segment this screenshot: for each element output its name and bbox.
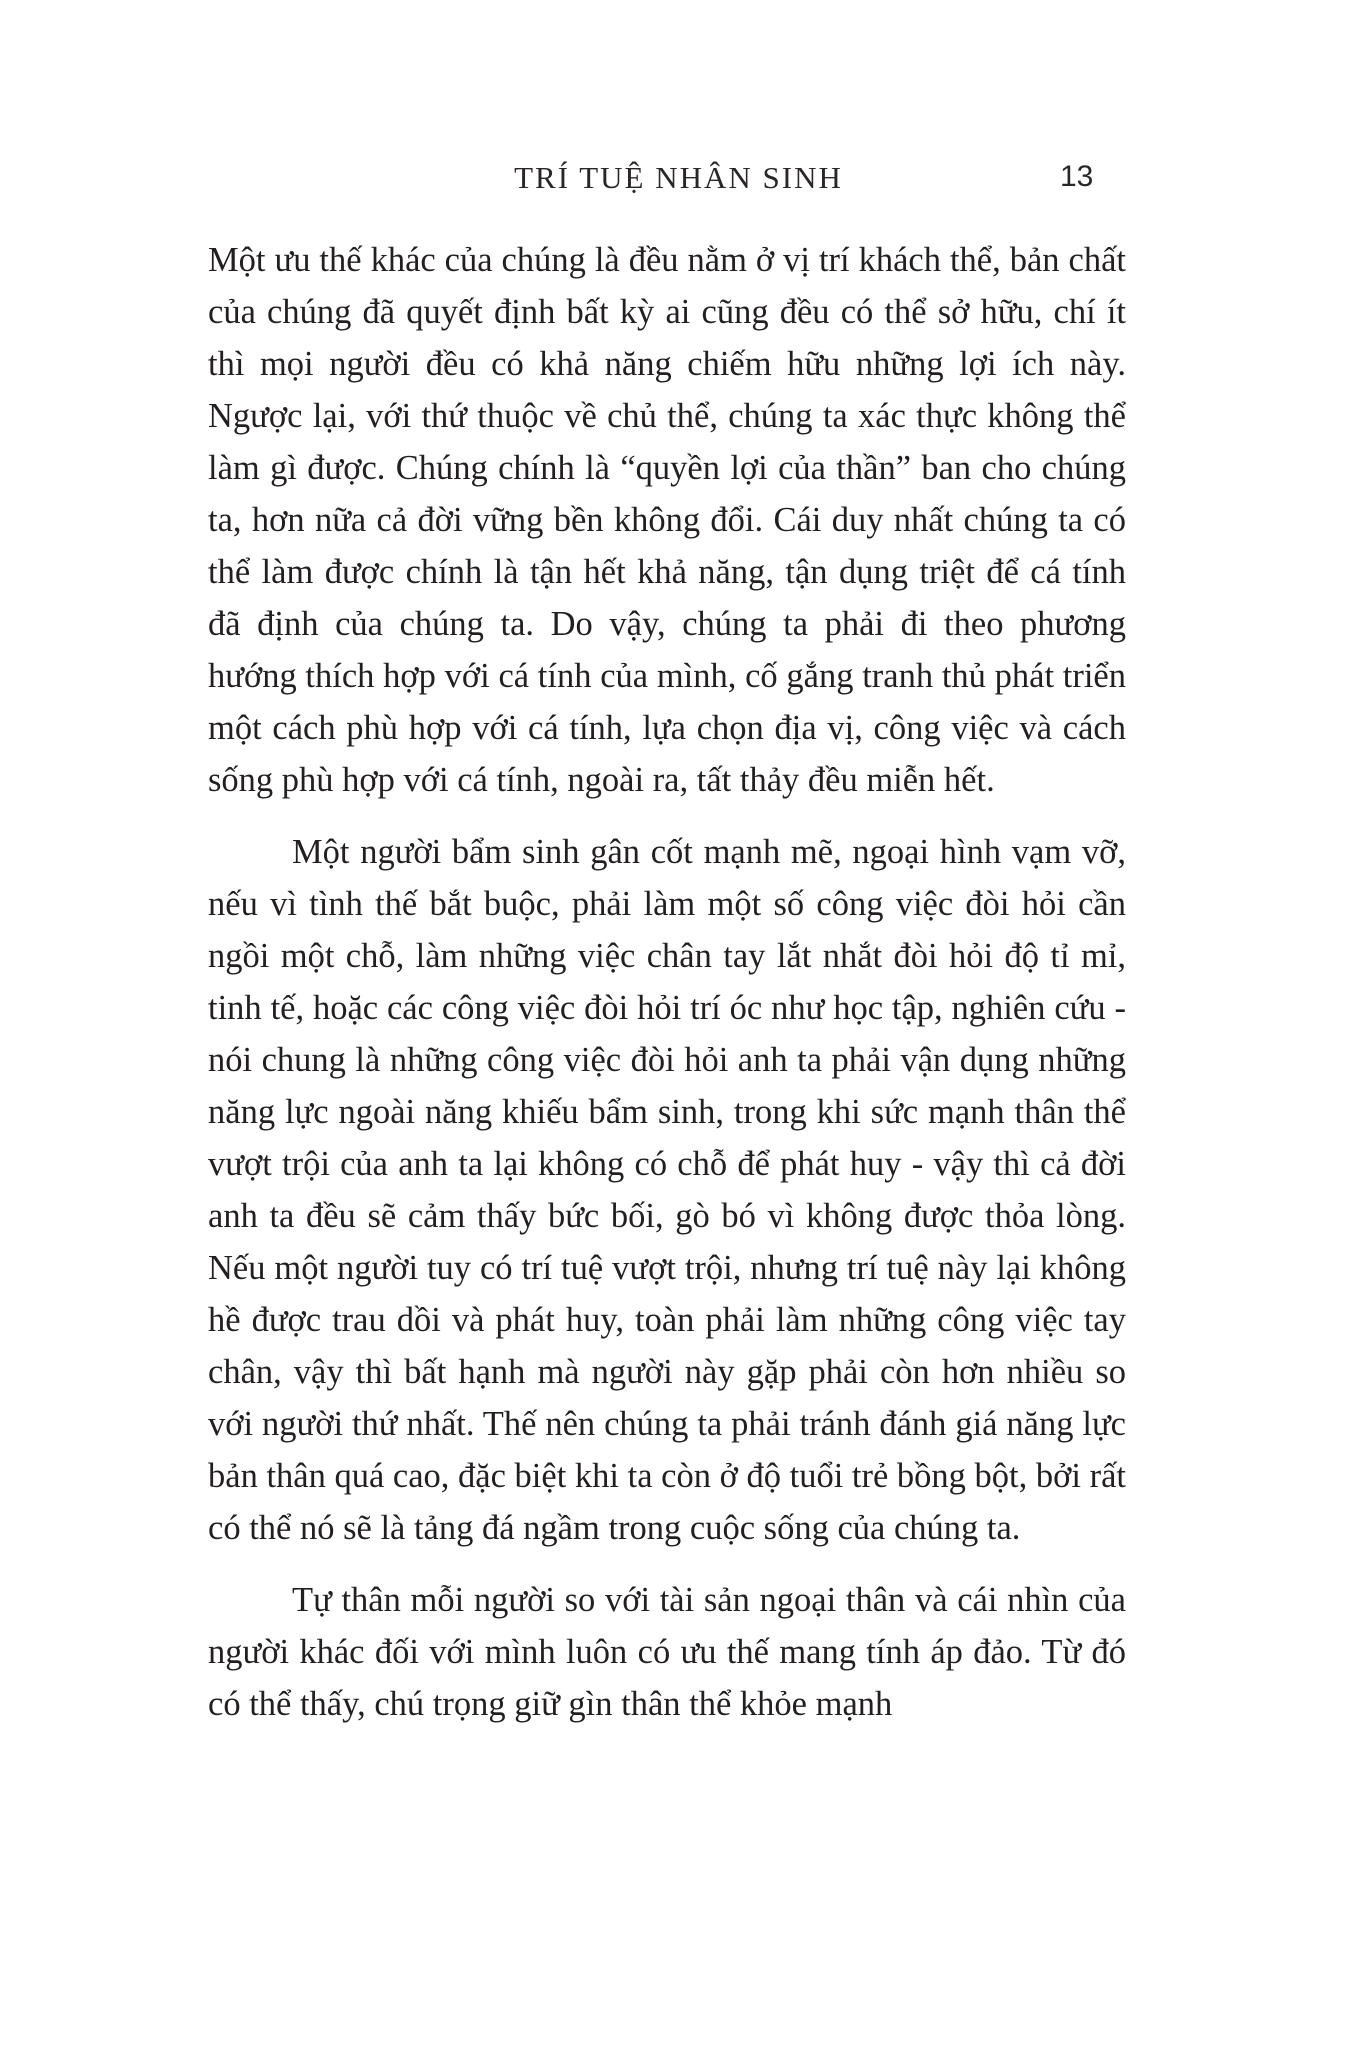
paragraph: Tự thân mỗi người so với tài sản ngoại thân và cái nhìn của người khác đối với mình luôn có ưu thế mang tính áp đảo. Từ đó có thể thấy, chú trọng giữ gìn thân thể khỏe mạnh [208, 1581, 1126, 1723]
running-head [0, 160, 1357, 200]
paragraph: Một người bẩm sinh gân cốt mạnh mẽ, ngoại hình vạm vỡ, nếu vì tình thế bắt buộc, phải làm một số công việc đòi hỏi cần ngồi một chỗ, làm những việc chân tay lắt nhắt đòi hỏi độ tỉ mỉ, tinh tế, hoặc các công việc đòi hỏi trí óc như học tập, nghiên cứu - nói chung là những công việc đòi hỏi anh ta phải vận dụng những năng lực ngoài năng khiếu bẩm sinh, trong khi sức mạnh thân thể vượt trội của anh ta lại không có chỗ để phát huy - vậy thì cả đời anh ta đều sẽ cảm thấy bức bối, gò bó vì không được thỏa lòng. Nếu một người tuy có trí tuệ vượt trội, nhưng trí tuệ này lại không hề được trau dồi và phát huy, toàn phải làm những công việc tay chân, vậy thì bất hạnh mà người này gặp phải còn hơn nhiều so với người thứ nhất. Thế nên chúng ta phải tránh đánh giá năng lực bản thân quá cao, đặc biệt khi ta còn ở độ tuổi trẻ bồng bột, bởi rất có thể nó sẽ là tảng đá ngầm trong cuộc sống của chúng ta. [208, 833, 1126, 1547]
paragraph: Một ưu thế khác của chúng là đều nằm ở vị trí khách thể, bản chất của chúng đã quyết định bất kỳ ai cũng đều có thể sở hữu, chí ít thì mọi người đều có khả năng chiếm hữu những lợi ích này. Ngược lại, với thứ thuộc về chủ thể, chúng ta xác thực không thể làm gì được. Chúng chính là “quyền lợi của thần” ban cho chúng ta, hơn nữa cả đời vững bền không đổi. Cái duy nhất chúng ta có thể làm được chính là tận hết khả năng, tận dụng triệt để cá tính đã định của chúng ta. Do vậy, chúng ta phải đi theo phương hướng thích hợp với cá tính của mình, cố gắng tranh thủ phát triển một cách phù hợp với cá tính, lựa chọn địa vị, công việc và cách sống phù hợp với cá tính, ngoài ra, tất thảy đều miễn hết. [208, 241, 1126, 799]
book-title: TRÍ TUỆ NHÂN SINH [514, 160, 843, 195]
body-text [208, 234, 1126, 1750]
page-number: 13 [1060, 160, 1094, 193]
